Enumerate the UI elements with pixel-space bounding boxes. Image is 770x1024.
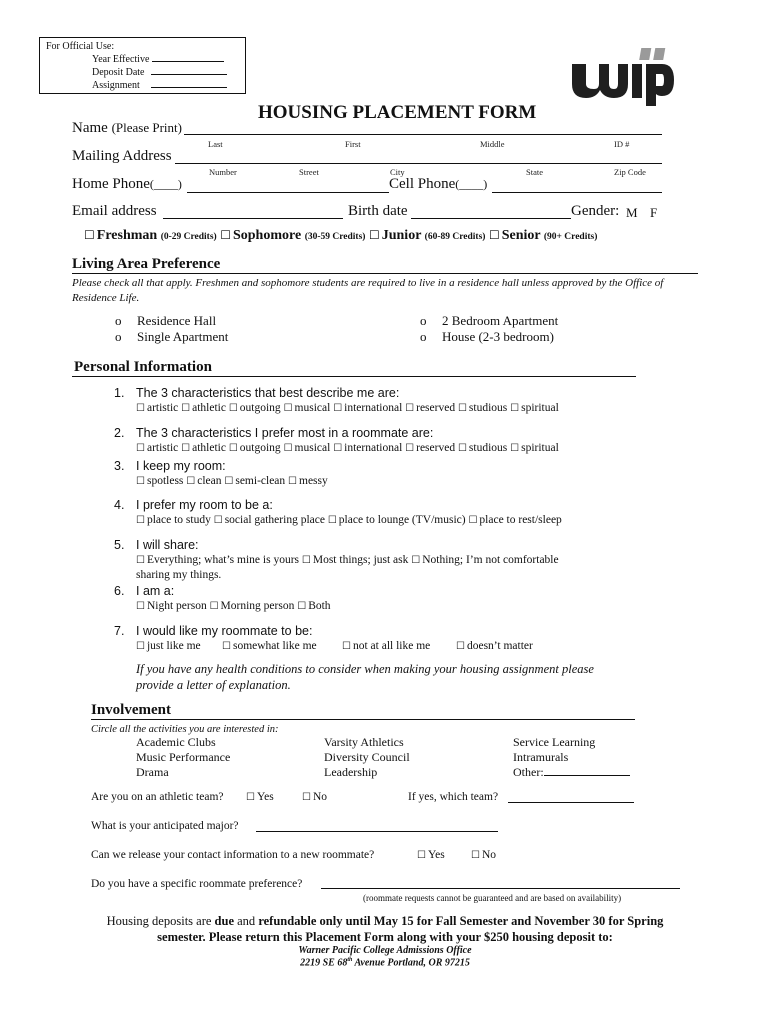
admissions-office: Warner Pacific College Admissions Office — [298, 945, 472, 956]
email-field[interactable] — [163, 203, 343, 219]
personal-info-divider — [72, 376, 636, 377]
living-area-note-1: Please check all that apply. Freshmen and sophomore students are required to live in a residence hall unless approved by the Office of — [72, 277, 664, 289]
question-3: 3. I keep my room: — [114, 459, 226, 473]
question-5-option-cont: sharing my things. — [136, 569, 222, 581]
q1-opt-studious[interactable]: ☐ studious — [457, 402, 508, 414]
official-use-box — [39, 37, 246, 94]
checkbox-icon: ☐ — [220, 228, 231, 242]
question-4: 4. I prefer my room to be a: — [114, 498, 273, 512]
cell-phone-label: Cell Phone(____) — [389, 176, 488, 192]
q1-opt-international[interactable]: ☐ international — [333, 402, 403, 414]
birth-date-label: Birth date — [348, 203, 408, 219]
mailing-sub-zip: Zip Code — [614, 167, 646, 177]
deposit-date-row: Deposit Date — [46, 66, 239, 79]
q1-opt-outgoing[interactable]: ☐ outgoing — [228, 402, 281, 414]
q6-opt-morning[interactable]: ☐ Morning person — [209, 600, 295, 612]
q2-opt-musical[interactable]: ☐ musical — [283, 442, 331, 454]
release-yes[interactable]: ☐ Yes — [417, 849, 445, 861]
question-5-options — [136, 554, 559, 566]
checkbox-icon: ☐ — [368, 228, 380, 242]
athletic-team-question: Are you on an athletic team? — [91, 791, 224, 803]
q2-opt-reserved[interactable]: ☐ reserved — [405, 442, 456, 454]
name-sub-first: First — [345, 139, 361, 149]
q4-opt-rest[interactable]: ☐ place to rest/sleep — [468, 514, 562, 526]
q2-opt-outgoing[interactable]: ☐ outgoing — [228, 442, 281, 454]
mailing-sub-number: Number — [209, 167, 237, 177]
mailing-label: Mailing Address — [72, 148, 172, 164]
q1-opt-spiritual[interactable]: ☐ spiritual — [510, 402, 559, 414]
q3-opt-clean[interactable]: ☐ clean — [186, 475, 222, 487]
question-3-options — [136, 475, 328, 487]
gender-f-option[interactable]: F — [650, 205, 658, 220]
class-sophomore[interactable]: ☐ Sophomore (30-59 Credits) — [220, 228, 366, 243]
q2-opt-athletic[interactable]: ☐ athletic — [181, 442, 226, 454]
q3-opt-messy[interactable]: ☐ messy — [288, 475, 328, 487]
option-single-apartment[interactable]: o Single Apartment — [115, 329, 229, 344]
activity-diversity-council[interactable]: Diversity Council — [324, 750, 410, 764]
question-6-options — [136, 600, 331, 612]
q7-opt-somewhat[interactable]: ☐ somewhat like me — [222, 640, 317, 652]
class-senior[interactable]: ☐ Senior (90+ Credits) — [488, 228, 598, 243]
assignment-field[interactable] — [151, 79, 227, 88]
athletic-no[interactable]: ☐ No — [302, 791, 328, 803]
question-5: 5. I will share: — [114, 538, 199, 552]
mailing-sub-street: Street — [299, 167, 319, 177]
mailing-field[interactable] — [175, 148, 662, 164]
option-2-bedroom-apartment[interactable]: o 2 Bedroom Apartment — [420, 313, 559, 328]
q1-opt-reserved[interactable]: ☐ reserved — [405, 402, 456, 414]
deposit-note-line-1: Housing deposits are due and refundable only until May 15 for Fall Semester and November 30 for Spring — [106, 914, 664, 928]
question-2: 2. The 3 characteristics I prefer most in a roommate are: — [114, 426, 434, 440]
release-no[interactable]: ☐ No — [471, 849, 497, 861]
name-sub-last: Last — [208, 139, 223, 149]
roommate-field[interactable] — [321, 876, 680, 889]
q1-opt-artistic[interactable]: ☐ artistic — [136, 402, 179, 414]
name-sub-middle: Middle — [480, 139, 505, 149]
gender-label: Gender: — [571, 203, 620, 219]
living-area-divider — [72, 273, 698, 274]
q6-opt-night[interactable]: ☐ Night person — [136, 600, 207, 612]
college-logo — [566, 44, 676, 106]
q7-opt-doesnt-matter[interactable]: ☐ doesn’t matter — [456, 640, 533, 652]
major-question: What is your anticipated major? — [91, 820, 239, 832]
health-note-1: If you have any health conditions to consider when making your housing assignment please — [136, 662, 594, 676]
health-note-2: provide a letter of explanation. — [136, 678, 291, 692]
year-effective-row: Year Effective — [46, 53, 239, 66]
activity-intramurals[interactable]: Intramurals — [513, 750, 569, 764]
q2-opt-artistic[interactable]: ☐ artistic — [136, 442, 179, 454]
personal-info-heading: Personal Information — [74, 359, 212, 375]
q3-opt-spotless[interactable]: ☐ spotless — [136, 475, 184, 487]
q1-opt-athletic[interactable]: ☐ athletic — [181, 402, 226, 414]
which-team-label: If yes, which team? — [408, 791, 499, 803]
name-sub-id: ID # — [614, 139, 630, 149]
q3-opt-semi-clean[interactable]: ☐ semi-clean — [224, 475, 286, 487]
involvement-divider — [91, 719, 635, 720]
q5-opt-most[interactable]: ☐ Most things; just ask — [301, 554, 409, 566]
question-4-options — [136, 514, 562, 526]
q4-opt-lounge[interactable]: ☐ place to lounge (TV/music) — [327, 514, 466, 526]
q2-opt-studious[interactable]: ☐ studious — [457, 442, 508, 454]
option-house[interactable]: o House (2-3 bedroom) — [420, 329, 554, 344]
assignment-row: Assignment — [46, 79, 239, 92]
activity-other[interactable]: Other: — [513, 765, 630, 780]
home-phone-label: Home Phone(____) — [72, 176, 182, 192]
question-1-options — [136, 402, 559, 414]
athletic-yes[interactable]: ☐ Yes — [246, 791, 274, 803]
home-phone-field[interactable] — [187, 177, 389, 193]
activity-leadership[interactable]: Leadership — [324, 765, 378, 779]
q7-opt-not-at-all[interactable]: ☐ not at all like me — [342, 640, 431, 652]
cell-phone-field[interactable] — [492, 177, 662, 193]
q2-opt-international[interactable]: ☐ international — [333, 442, 403, 454]
q2-opt-spiritual[interactable]: ☐ spiritual — [510, 442, 559, 454]
mailing-sub-city: City — [390, 167, 405, 177]
q6-opt-both[interactable]: ☐ Both — [297, 600, 331, 612]
living-area-heading: Living Area Preference — [72, 256, 221, 272]
checkbox-icon: ☐ — [488, 228, 500, 242]
q5-opt-nothing[interactable]: ☐ Nothing; I’m not comfortable — [411, 554, 559, 566]
year-effective-field[interactable] — [152, 53, 224, 62]
mailing-sub-state: State — [526, 167, 543, 177]
roommate-note: (roommate requests cannot be guaranteed and are based on availability) — [363, 893, 622, 903]
activity-music-performance[interactable]: Music Performance — [136, 750, 231, 764]
activity-varsity-athletics[interactable]: Varsity Athletics — [324, 735, 404, 749]
option-residence-hall[interactable]: o Residence Hall — [115, 313, 217, 328]
name-field[interactable] — [184, 119, 662, 135]
release-question: Can we release your contact information to a new roommate? — [91, 849, 375, 861]
form-title: HOUSING PLACEMENT FORM — [258, 102, 537, 123]
q4-opt-social[interactable]: ☐ social gathering place — [213, 514, 325, 526]
q1-opt-musical[interactable]: ☐ musical — [283, 402, 331, 414]
q4-opt-study[interactable]: ☐ place to study — [136, 514, 211, 526]
activity-academic-clubs[interactable]: Academic Clubs — [136, 735, 216, 749]
email-label: Email address — [72, 203, 157, 219]
official-use-heading: For Official Use: — [46, 41, 115, 52]
class-junior[interactable]: ☐ Junior (60-89 Credits) — [368, 228, 486, 243]
involvement-heading: Involvement — [91, 702, 171, 718]
question-7: 7. I would like my roommate to be: — [114, 624, 313, 638]
living-area-note-2: Residence Life. — [72, 292, 140, 304]
which-team-field[interactable] — [508, 790, 634, 803]
activity-service-learning[interactable]: Service Learning — [513, 735, 596, 749]
question-6: 6. I am a: — [114, 584, 175, 598]
office-address: 2219 SE 68th Avenue Portland, OR 97215 — [300, 957, 470, 969]
name-label: Name (Please Print) — [72, 120, 182, 136]
gender-m-option[interactable]: M — [626, 205, 638, 220]
birth-date-field[interactable] — [411, 203, 571, 219]
roommate-question: Do you have a specific roommate preference? — [91, 878, 303, 890]
class-freshman[interactable]: ☐ Freshman (0-29 Credits) — [84, 228, 217, 243]
major-field[interactable] — [256, 819, 498, 832]
checkbox-icon: ☐ — [84, 228, 95, 242]
deposit-date-field[interactable] — [151, 66, 227, 75]
q5-opt-everything[interactable]: ☐ Everything; what’s mine is yours — [136, 554, 300, 566]
involvement-note: Circle all the activities you are interested in: — [91, 724, 279, 735]
activity-drama[interactable]: Drama — [136, 765, 169, 779]
class-standing-row — [84, 228, 597, 244]
deposit-note-line-2: semester. Please return this Placement Form along with your $250 housing deposit to: — [157, 930, 613, 944]
q7-opt-just-like-me[interactable]: ☐ just like me — [136, 640, 201, 652]
question-1: 1. The 3 characteristics that best describe me are: — [114, 386, 400, 400]
question-2-options — [136, 442, 559, 454]
